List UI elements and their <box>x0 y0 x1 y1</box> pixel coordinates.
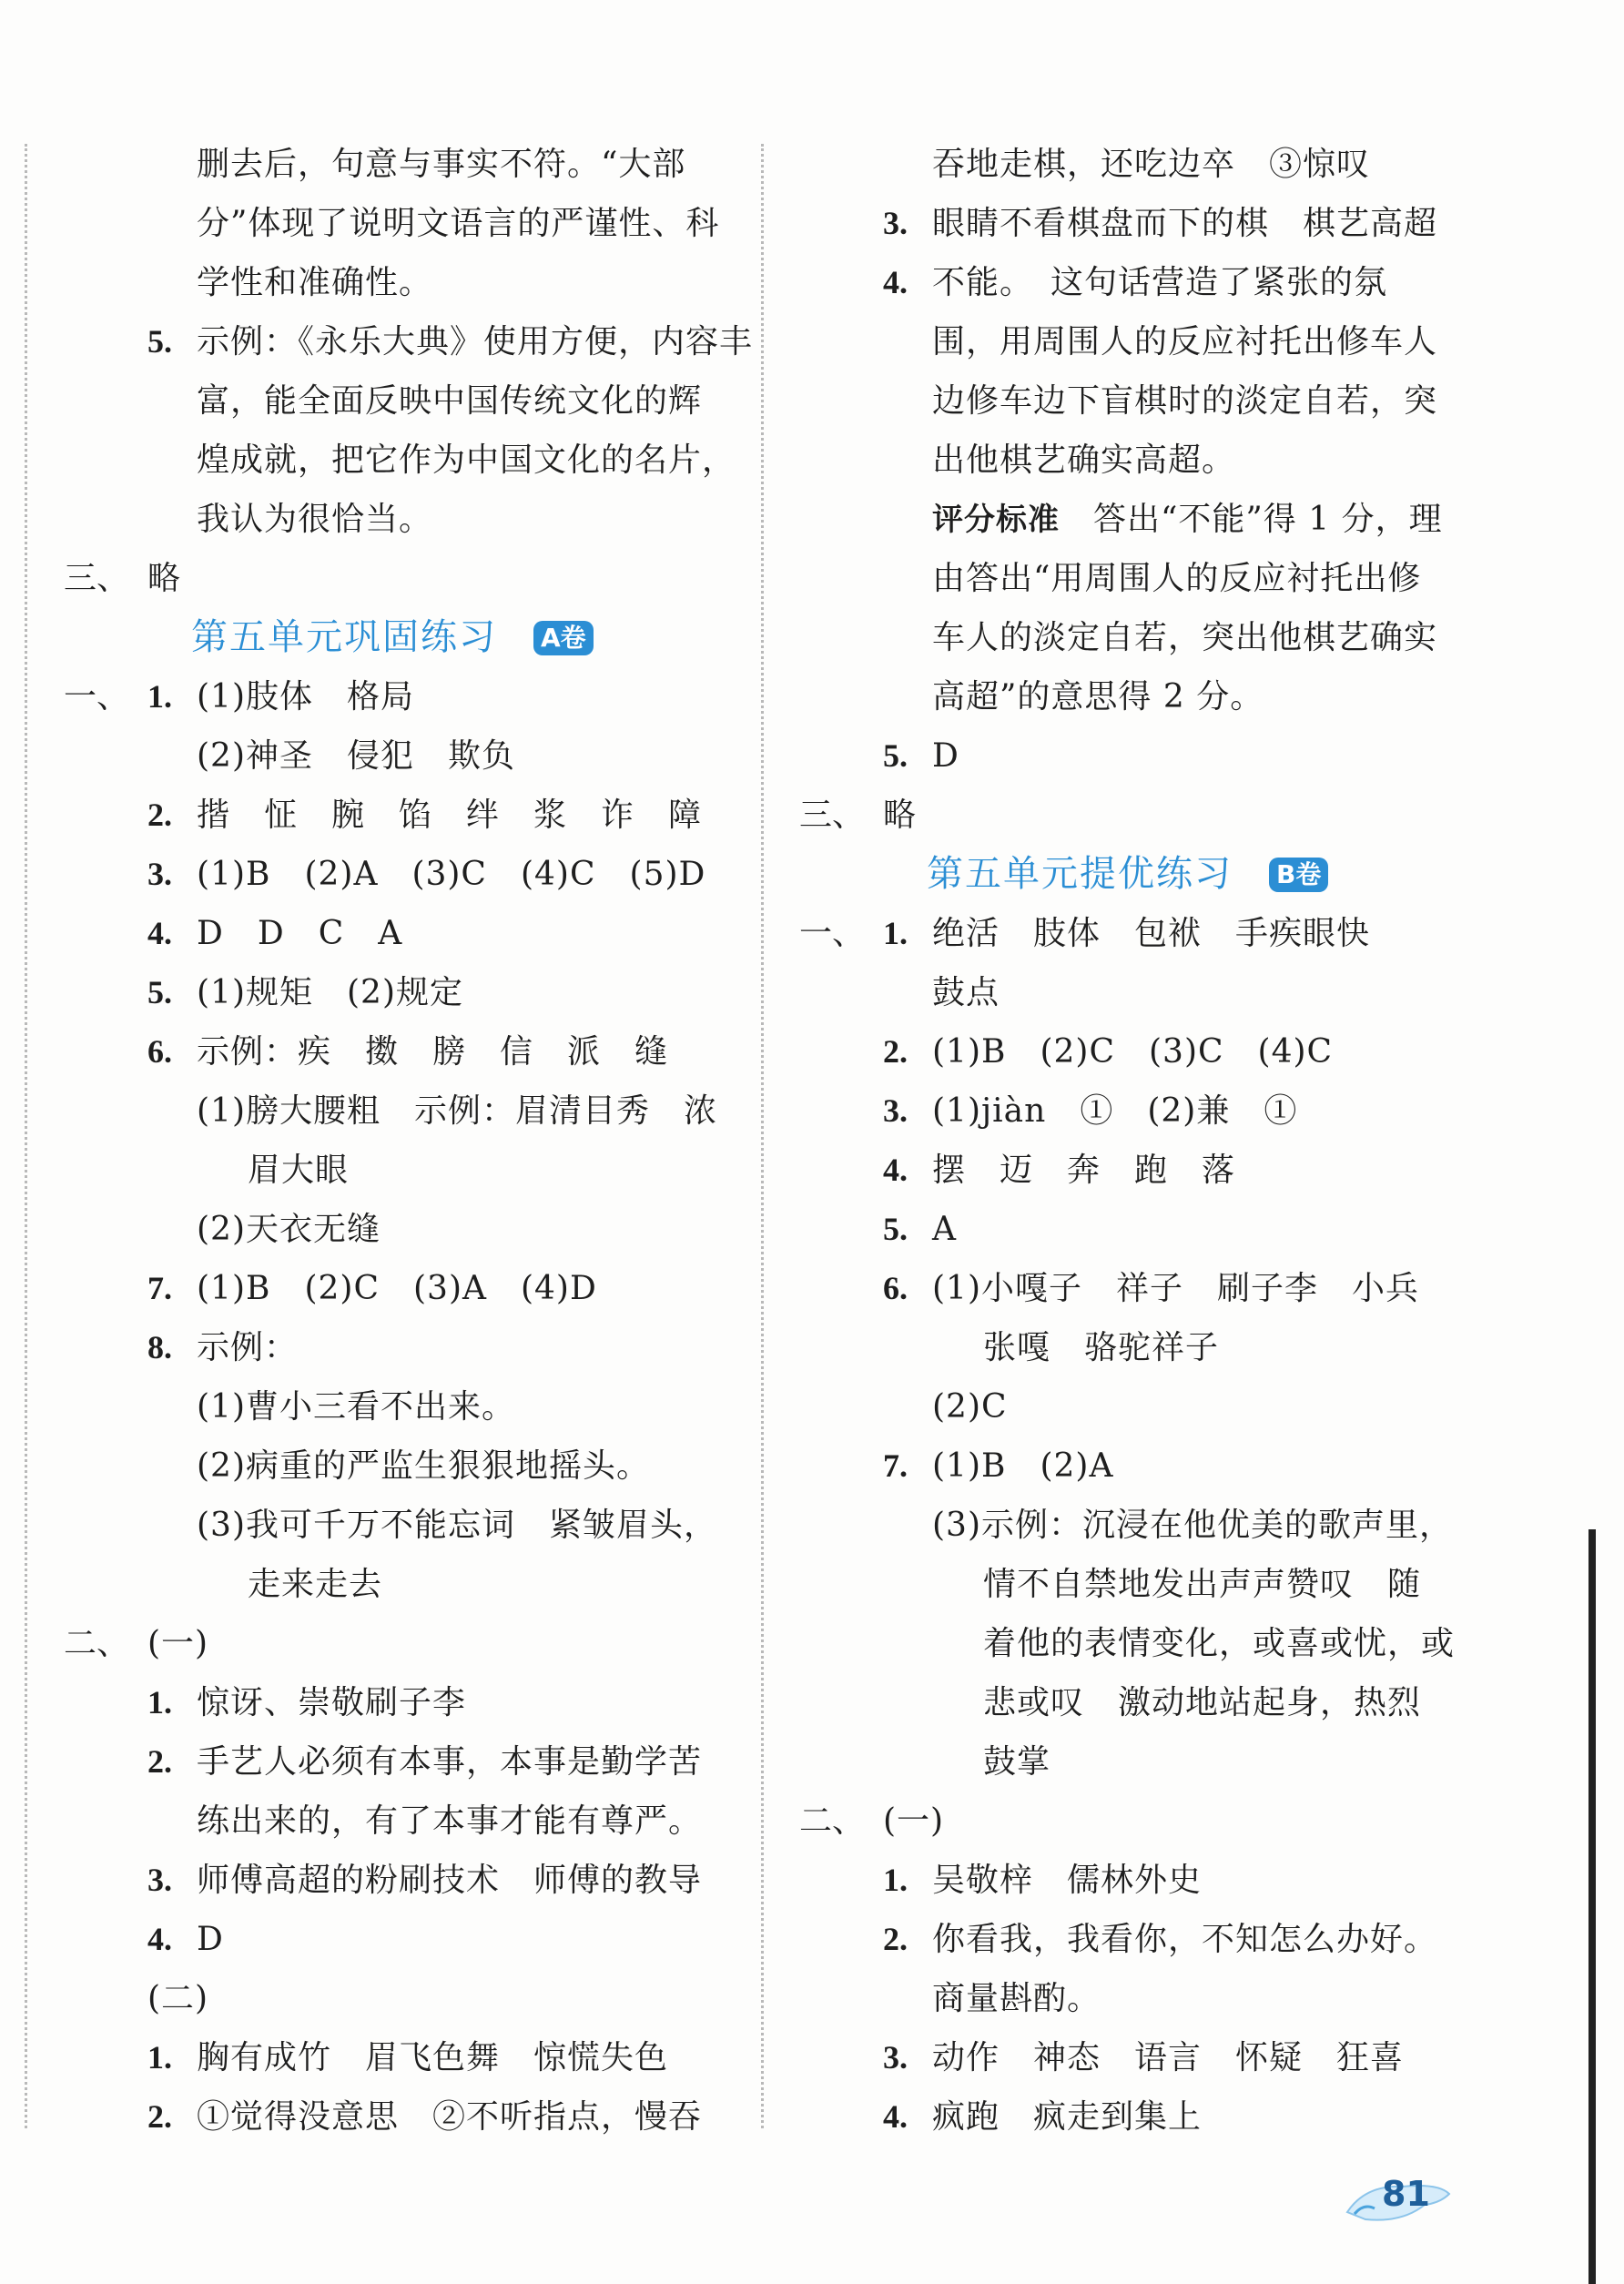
answer-text: (1)B (2)C (3)A (4)D <box>197 1270 597 1307</box>
answer-text: (1)小嘎子 祥子 刷子李 小兵 <box>932 1270 1419 1307</box>
item-number: 4. <box>883 2098 908 2135</box>
item-number: 4. <box>883 264 908 300</box>
answer-text: 眼睛不看棋盘而下的棋 棋艺高超 <box>932 205 1438 242</box>
item-number: 1. <box>147 2039 172 2076</box>
text-line: 富，能全面反映中国传统文化的辉 <box>197 382 703 420</box>
text-line: 学性和准确性。 <box>197 264 433 301</box>
answer-text: 手艺人必须有本事，本事是勤学苦 <box>197 1743 703 1781</box>
answer-text: 练出来的，有了本事才能有尊严。 <box>197 1802 703 1840</box>
page-edge-shadow <box>1588 1529 1596 2284</box>
scoring-text: 答出“不能”得 1 分，理 <box>1060 501 1443 538</box>
item-number: 2. <box>147 2098 172 2135</box>
answer-text: D <box>197 1921 224 1958</box>
unit-heading <box>799 845 1464 904</box>
badge-a: A卷 <box>533 621 594 655</box>
answer-text: D D C A <box>197 915 403 952</box>
answer-text: (1)规矩 (2)规定 <box>197 974 463 1011</box>
column-divider <box>761 144 764 2128</box>
item-number: 6. <box>147 1033 172 1070</box>
answer-text: 不能。 这句话营造了紧张的氛 <box>932 264 1388 301</box>
item-number: 7. <box>147 1270 172 1306</box>
item-number: 4. <box>147 915 172 951</box>
section-marker: 三、 <box>799 797 866 834</box>
badge-b: B卷 <box>1269 858 1328 892</box>
item-number: 3. <box>147 1862 172 1898</box>
subsection-marker: (一) <box>883 1802 945 1840</box>
text-line: 我认为很恰当。 <box>197 501 433 538</box>
answer-text: 鼓掌 <box>983 1743 1051 1781</box>
heading-title: 第五单元提优练习 <box>927 853 1233 895</box>
answer-text: (3)示例：沉浸在他优美的歌声里， <box>932 1507 1453 1544</box>
answer-text: 出他棋艺确实高超。 <box>932 442 1236 479</box>
left-column <box>64 135 754 2147</box>
item-number: 1. <box>883 915 908 951</box>
item-number: 1. <box>147 678 172 715</box>
item-number: 6. <box>883 1270 908 1306</box>
item-number: 1. <box>147 1684 172 1721</box>
answer-text: 张嘎 骆驼祥子 <box>983 1329 1220 1366</box>
answer-text: (2)天衣无缝 <box>197 1211 381 1248</box>
scoring-text: 由答出“用周围人的反应衬托出修 <box>932 560 1422 597</box>
text-line: 删去后，句意与事实不符。“大部 <box>197 146 686 183</box>
answer-text: 揩 怔 腕 馅 绊 浆 诈 障 <box>197 797 703 834</box>
answer-text: 胸有成竹 眉飞色舞 惊慌失色 <box>197 2039 669 2076</box>
answer-text: 走来走去 <box>248 1566 383 1603</box>
item-number: 1. <box>883 1862 908 1898</box>
answer-text: 围，用周围人的反应衬托出修车人 <box>932 323 1438 360</box>
answer-text: 悲或叹 激动地站起身，热烈 <box>983 1684 1422 1721</box>
answer-text: (1)肢体 格局 <box>197 678 414 716</box>
section-marker: 一、 <box>799 915 866 952</box>
answer-text: D <box>932 737 959 775</box>
item-number: 3. <box>147 856 172 892</box>
answer-text: (1)B (2)A (3)C (4)C (5)D <box>197 856 706 893</box>
item-number: 5. <box>883 1211 908 1247</box>
item-number: 3. <box>883 205 908 241</box>
scoring-text: 高超”的意思得 2 分。 <box>932 678 1264 716</box>
answer-text: A <box>932 1211 957 1248</box>
item-number: 2. <box>883 1033 908 1070</box>
item-number: 4. <box>883 1152 908 1188</box>
answer-text: 示例：《永乐大典》使用方便，内容丰 <box>197 323 754 360</box>
answer-text: 示例： <box>197 1329 299 1366</box>
item-number: 8. <box>147 1329 172 1365</box>
answer-text: 情不自禁地发出声声赞叹 随 <box>983 1566 1422 1603</box>
answer-text: (3)我可千万不能忘词 紧皱眉头， <box>197 1507 717 1544</box>
section-marker: 二、 <box>64 1625 130 1662</box>
page-number-badge <box>1338 2167 1457 2230</box>
answer-text: 边修车边下盲棋时的淡定自若，突 <box>932 382 1438 420</box>
item-number: 4. <box>147 1921 172 1957</box>
answer-text: 你看我，我看你，不知怎么办好。 <box>932 1921 1438 1958</box>
answer-text: (1)曹小三看不出来。 <box>197 1388 515 1426</box>
answer-text: 吴敬梓 儒林外史 <box>932 1862 1203 1899</box>
item-number: 3. <box>883 1092 908 1129</box>
answer-text: 动作 神态 语言 怀疑 狂喜 <box>932 2039 1405 2076</box>
answer-text: 着他的表情变化，或喜或忧，或 <box>983 1625 1456 1662</box>
section-marker: 一、 <box>64 678 130 716</box>
answer-text: 摆 迈 奔 跑 落 <box>932 1152 1236 1189</box>
answer-text: 商量斟酌。 <box>932 1980 1101 2017</box>
item-number: 2. <box>147 797 172 833</box>
heading-title: 第五单元巩固练习 <box>191 616 497 658</box>
subsection-marker: (一) <box>147 1625 209 1662</box>
answer-text: (1)B (2)A <box>932 1447 1114 1485</box>
scoring-text: 车人的淡定自若，突出他棋艺确实 <box>932 619 1438 656</box>
scoring-label: 评分标准 <box>932 502 1060 538</box>
unit-heading <box>64 608 728 667</box>
text-line: 分”体现了说明文语言的严谨性、科 <box>197 205 720 242</box>
text-line: 吞地走棋，还吃边卒 ③惊叹 <box>932 146 1371 183</box>
answer-text: 疯跑 疯走到集上 <box>932 2098 1203 2136</box>
answer-text: 略 <box>883 797 918 834</box>
text-line: 煌成就，把它作为中国文化的名片， <box>197 442 736 479</box>
right-column <box>799 135 1464 2147</box>
answer-text: (1)jiàn ① (2)兼 ① <box>932 1092 1298 1130</box>
item-number: 2. <box>883 1921 908 1957</box>
item-number: 5. <box>883 737 908 774</box>
answer-text: (2)病重的严监生狠狠地摇头。 <box>197 1447 650 1485</box>
section-marker: 二、 <box>799 1802 866 1840</box>
item-number: 3. <box>883 2039 908 2076</box>
answer-text: (2)神圣 侵犯 欺负 <box>197 737 515 775</box>
answer-text: 示例：疾 擞 膀 信 派 缝 <box>197 1033 669 1071</box>
item-number: 5. <box>147 323 172 360</box>
left-binding-line <box>25 144 27 2128</box>
answer-text: 绝活 肢体 包袱 手疾眼快 <box>932 915 1371 952</box>
answer-text: 略 <box>147 560 182 597</box>
answer-text: (1)B (2)C (3)C (4)C <box>932 1033 1334 1071</box>
answer-text: (2)C <box>932 1388 1008 1426</box>
subsection-marker: (二) <box>147 1980 209 2017</box>
answer-text: 眉大眼 <box>248 1152 350 1189</box>
answer-text: (1)膀大腰粗 示例：眉清目秀 浓 <box>197 1092 717 1130</box>
answer-text: 鼓点 <box>932 974 1000 1011</box>
answer-text: 惊讶、崇敬刷子李 <box>197 1684 467 1721</box>
section-marker: 三、 <box>64 560 130 597</box>
answer-text: ①觉得没意思 ②不听指点，慢吞 <box>197 2098 703 2136</box>
scoring-note <box>932 490 1443 550</box>
item-number: 2. <box>147 1743 172 1780</box>
item-number: 7. <box>883 1447 908 1484</box>
item-number: 5. <box>147 974 172 1010</box>
page-number: 81 <box>1382 2174 1430 2214</box>
answer-text: 师傅高超的粉刷技术 师傅的教导 <box>197 1862 703 1899</box>
